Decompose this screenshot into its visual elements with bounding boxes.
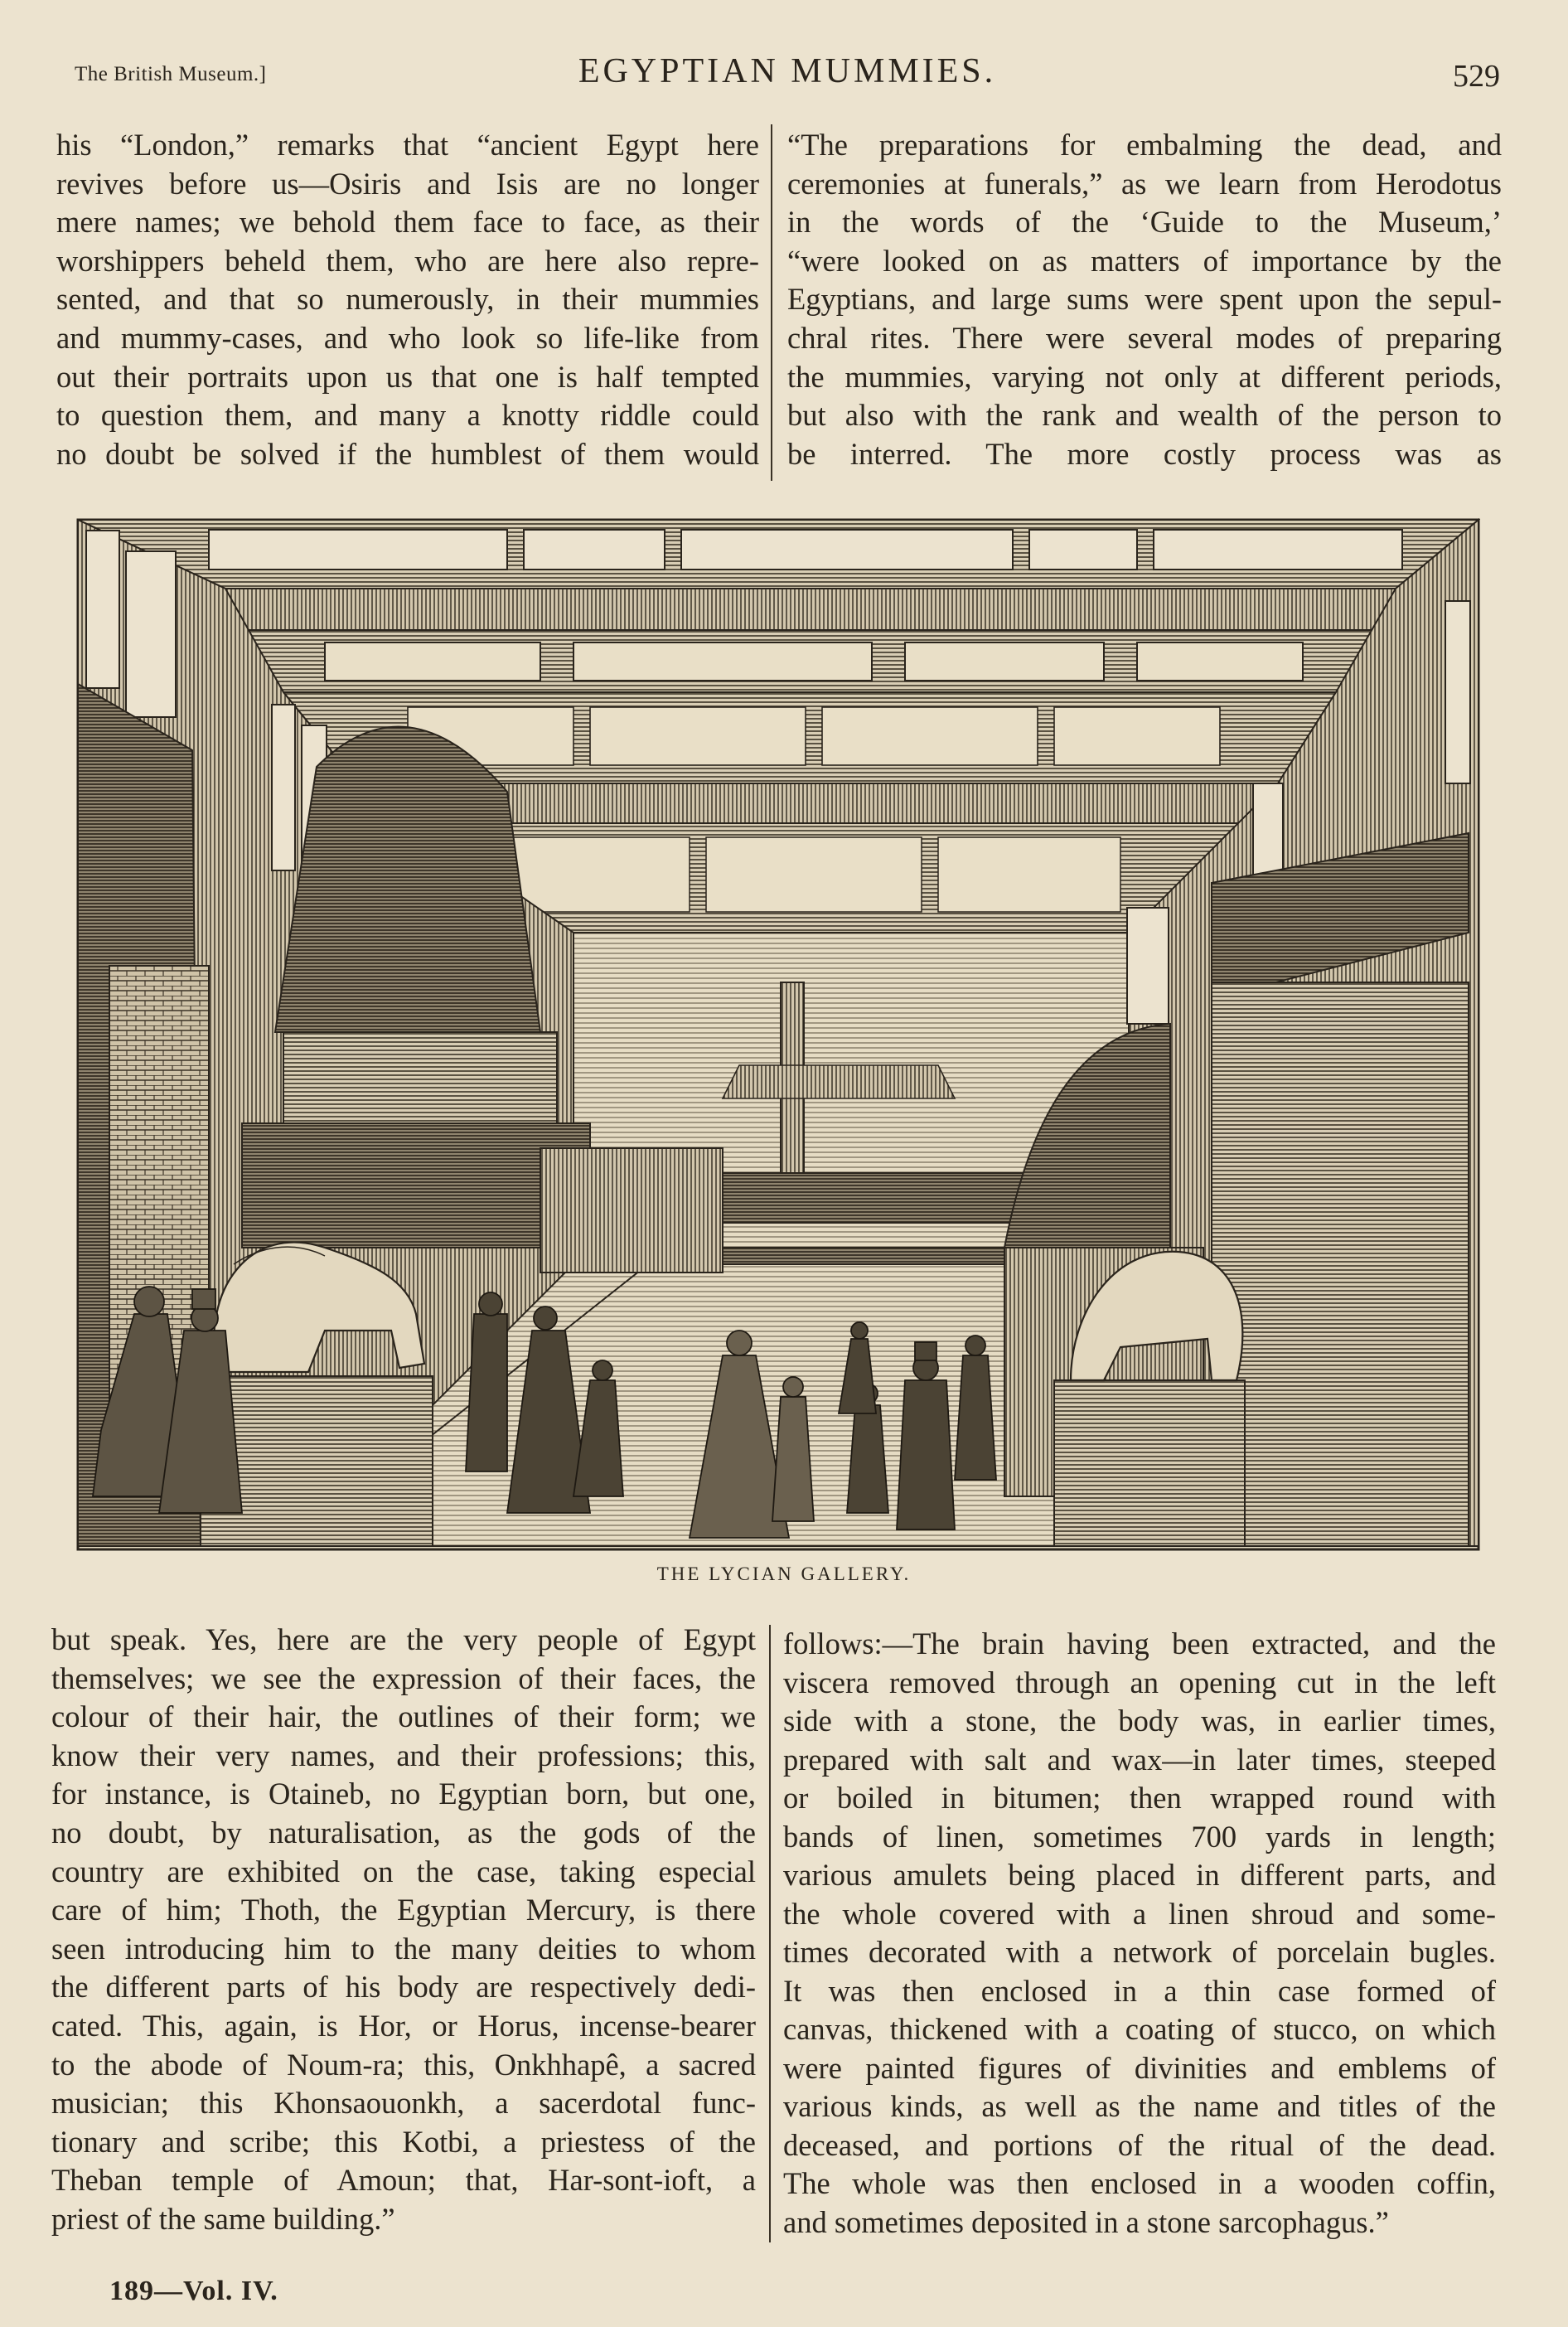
text-line: worshippers beheld them, who are here also repre- [56,243,759,278]
text-line: chral rites. There were several modes of preparing [787,320,1502,355]
text-line: and mummy-cases, and who look so life-like from [56,320,759,355]
text-line: revives before us—Osiris and Isis are no longer [56,166,759,201]
text-line: and sometimes deposited in a stone sarcophagus.” [783,2204,1389,2239]
text-line: canvas, thickened with a coating of stucco, on which [783,2012,1496,2046]
text-line: for instance, is Otaineb, no Egyptian born, but one, [51,1777,756,1811]
text-line: Theban temple of Amoun; that, Har-sont-ioft, a [51,2163,756,2198]
text-line: the mummies, varying not only at different periods, [787,359,1502,394]
text-line: side with a stone, the body was, in earlier times, [783,1704,1496,1738]
text-line: no doubt be solved if the humblest of them would [56,436,759,471]
text-line: in the words of the ‘Guide to the Museum,’ [787,205,1502,240]
text-line: themselves; we see the expression of their faces, the [51,1660,756,1695]
text-line: various amulets being placed in different parts, and [783,1858,1496,1892]
text-line: the different parts of his body are respectively dedi- [51,1970,756,2005]
text-line: cated. This, again, is Hor, or Horus, incense-bearer [51,2008,756,2043]
text-line: bands of linen, sometimes 700 yards in length; [783,1819,1496,1854]
text-line: the whole covered with a linen shroud and some- [783,1896,1496,1931]
running-head-title: EGYPTIAN MUMMIES. [578,52,997,90]
text-column-bottom-right [783,1625,1496,2242]
text-line: It was then enclosed in a thin case formed of [783,1973,1496,2008]
text-line: times decorated with a network of porcelain bugles. [783,1935,1496,1969]
text-line: or boiled in bitumen; then wrapped round with [783,1781,1496,1815]
running-head-section: The British Museum.] [75,63,267,85]
text-line: care of him; Thoth, the Egyptian Mercury, is there [51,1893,756,1927]
text-line: “The preparations for embalming the dead, and [787,128,1502,162]
figure-caption: THE LYCIAN GALLERY. [656,1563,912,1584]
text-column-top-left [56,126,759,473]
text-column-bottom-left [51,1621,756,2239]
text-line: be interred. The more costly process was as [787,436,1502,471]
text-line: tionary and scribe; this Kotbi, a priestess of the [51,2124,756,2159]
text-line: to the abode of Noum-ra; this, Onkhhapê, a sacred [51,2047,756,2082]
text-column-top-right [787,126,1502,473]
text-line: know their very names, and their professions; this, [51,1738,756,1772]
text-line: prepared with salt and wax—in later times, steeped [783,1742,1496,1777]
running-header [75,51,1500,101]
text-line: were painted figures of divinities and emblems of [783,2050,1496,2085]
text-line: seen introducing him to the many deities to whom [51,1931,756,1966]
text-line: viscera removed through an opening cut in the left [783,1665,1496,1699]
text-line: no doubt, by naturalisation, as the gods of the [51,1815,756,1849]
text-line: to question them, and many a knotty riddle could [56,398,759,433]
text-line: his “London,” remarks that “ancient Egypt here [56,128,759,162]
text-line: The whole was then enclosed in a wooden coffin, [783,2166,1496,2200]
column-rule-top [771,124,772,481]
text-line: mere names; we behold them face to face, as their [56,205,759,240]
text-line: various kinds, as well as the name and titles of the [783,2089,1496,2123]
page-number: 529 [1453,59,1500,94]
text-line: out their portraits upon us that one is half tempted [56,359,759,394]
text-line: colour of their hair, the outlines of their form; we [51,1699,756,1734]
text-line: deceased, and portions of the ritual of the dead. [783,2127,1496,2162]
column-rule-bottom [769,1625,771,2242]
lycian-gallery-engraving [76,518,1480,1551]
text-line: follows:—The brain having been extracted, and the [783,1626,1496,1660]
text-line: priest of the same building.” [51,2201,395,2236]
text-line: “were looked on as matters of importance by the [787,243,1502,278]
text-line: ceremonies at funerals,” as we learn from Herodotus [787,166,1502,201]
text-line: sented, and that so numerously, in their mummies [56,282,759,317]
text-line: but speak. Yes, here are the very people of Egypt [51,1622,756,1656]
text-line: Egyptians, and large sums were spent upon the sepul- [787,282,1502,317]
text-line: but also with the rank and wealth of the person to [787,398,1502,433]
signature-mark: 189—Vol. IV. [109,2276,278,2306]
text-line: country are exhibited on the case, taking especial [51,1854,756,1888]
text-line: musician; this Khonsaouonkh, a sacerdotal func- [51,2086,756,2121]
